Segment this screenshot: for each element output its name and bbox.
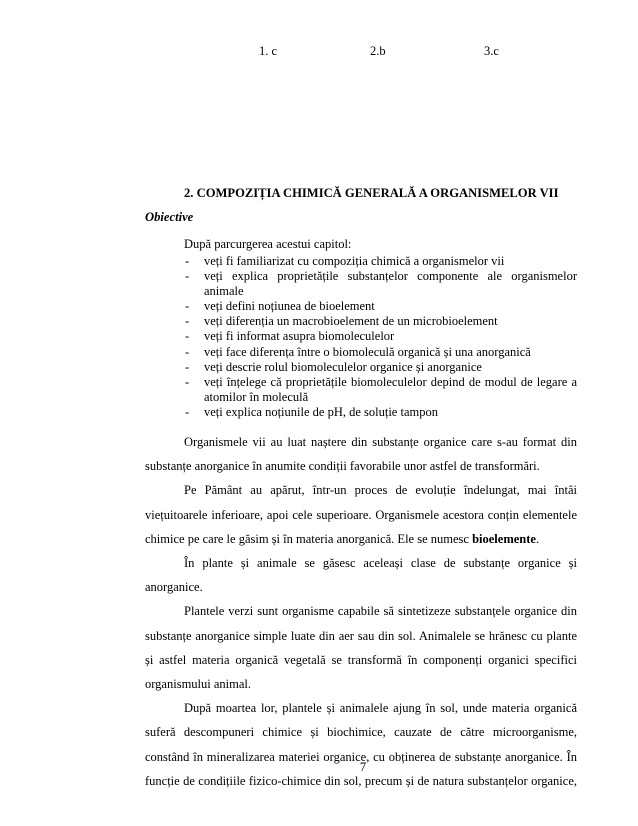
objective-item: - veți descrie rolul biomoleculelor organice și anorganice: [184, 360, 577, 375]
objective-item: - veți înțelege că proprietățile biomoleculelor depind de modul de legare a atomilor în moleculă: [184, 375, 577, 405]
paragraph-3: În plante și animale se găsesc aceleași clase de substanțe organice și anorganice.: [145, 556, 577, 595]
objectives-heading: Obiective: [145, 210, 194, 224]
objective-item: - veți defini noțiunea de bioelement: [184, 299, 577, 314]
page-number-footer: [0, 760, 638, 775]
answer-key-row: [0, 44, 638, 62]
objective-item: - veți explica noțiunile de pH, de soluție tampon: [184, 405, 577, 420]
objective-item: - veți diferenția un macrobioelement de un microbioelement: [184, 314, 577, 329]
paragraph-2-end: .: [535, 531, 540, 546]
body-text: [145, 430, 577, 793]
chapter-title: 2. COMPOZIȚIA CHIMICĂ GENERALĂ A ORGANISMELOR VII: [184, 186, 559, 200]
objective-item: - veți explica proprietățile substanțelor componente ale organismelor animale: [184, 269, 577, 299]
paragraph-4: Plantele verzi sunt organisme capabile să sintetizeze substanțele organice din substanțe anorganice simple luate din aer sau din sol. Animalele se hrănesc cu plante și astfel materia organică vegetală se transformă în componenți organici specifici organismului animal.: [145, 604, 577, 692]
objectives-list: [184, 254, 577, 420]
paragraph-2: [145, 478, 577, 551]
objective-item: - veți fi informat asupra biomoleculelor: [184, 329, 577, 344]
paragraph-5: După moartea lor, plantele și animalele ajung în sol, unde materia organică suferă descompuneri chimice și biochimice, cauzate de către microorganisme, constând în mineralizarea materiei organice, cu obținerea de substanțe anorganice. În funcție de condițiile fizico-chimice din sol, precum și de natura substanțelor organice,: [145, 701, 577, 788]
paragraph-1: Organismele vii au luat naștere din substanțe organice care s-au format din substanțe anorganice în anumite condiții favorabile unor astfel de transformări.: [145, 435, 577, 474]
paragraph-2-text: Pe Pământ au apărut, într-un proces de evoluție îndelungat, mai întâi viețuitoarele inferioare, apoi cele superioare. Organismele acestora conțin elementele chimice pe care le găsim și în materia anorganică. Ele se numesc: [145, 483, 577, 546]
page-number: 7: [359, 760, 367, 774]
answer-3: 3.c: [484, 44, 499, 58]
answer-2: 2.b: [370, 44, 386, 58]
objectives-intro: După parcurgerea acestui capitol:: [184, 237, 352, 251]
objective-item: - veți fi familiarizat cu compoziția chimică a organismelor vii: [184, 254, 577, 269]
objective-item: - veți face diferența între o biomoleculă organică și una anorganică: [184, 345, 577, 360]
answer-1: 1. c: [259, 44, 278, 58]
bioelemente-term: bioelemente: [472, 531, 536, 546]
